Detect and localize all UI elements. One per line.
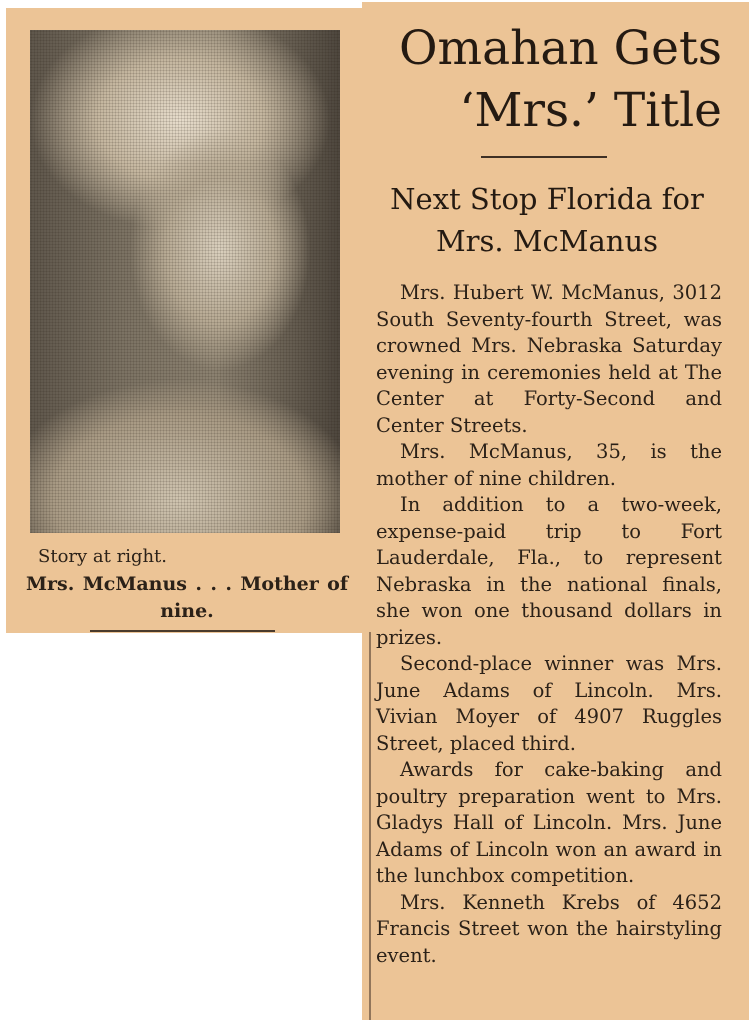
article-paragraph: Mrs. Kenneth Krebs of 4652 Francis Street won the hairstyling event.	[376, 890, 722, 967]
portrait-photo	[30, 30, 340, 533]
clipping-cut-edge	[369, 632, 371, 1020]
headline-line-1: Omahan Gets	[399, 21, 722, 76]
article-paragraph: Awards for cake-baking and poultry preparation went to Mrs. Gladys Hall of Lincoln. Mrs. June Adams of Lincoln won an award in the lunchbox competition.	[376, 758, 722, 887]
article-paragraph: Mrs. Hubert W. McManus, 3012 South Seventy-fourth Street, was crowned Mrs. Nebraska Saturday evening in ceremonies held at The Center at Forty-Second and Center Streets.	[376, 281, 722, 437]
photo-caption: Mrs. McManus . . . Mother of nine.	[26, 573, 348, 622]
article-body	[376, 280, 722, 969]
subheadline-line-1: Next Stop Florida for	[390, 182, 704, 216]
headline-divider	[481, 156, 607, 158]
subheadline-line-2: Mrs. McManus	[435, 224, 659, 258]
article-paragraph: In addition to a two-week, expense-paid trip to Fort Lauderdale, Fla., to represent Nebraska in the national finals, she won one thousand dollars in prizes.	[376, 493, 722, 649]
subheadline	[372, 178, 722, 262]
article-paragraph: Second-place winner was Mrs. June Adams of Lincoln. Mrs. Vivian Moyer of 4907 Ruggles Street, placed third.	[376, 652, 722, 755]
headline-line-2: ‘Mrs.’ Title	[459, 83, 722, 138]
headline	[372, 18, 722, 142]
article-paragraph: Mrs. McManus, 35, is the mother of nine children.	[376, 440, 722, 490]
photo-caption-pointer: Story at right.	[38, 546, 168, 567]
caption-divider	[90, 630, 275, 632]
